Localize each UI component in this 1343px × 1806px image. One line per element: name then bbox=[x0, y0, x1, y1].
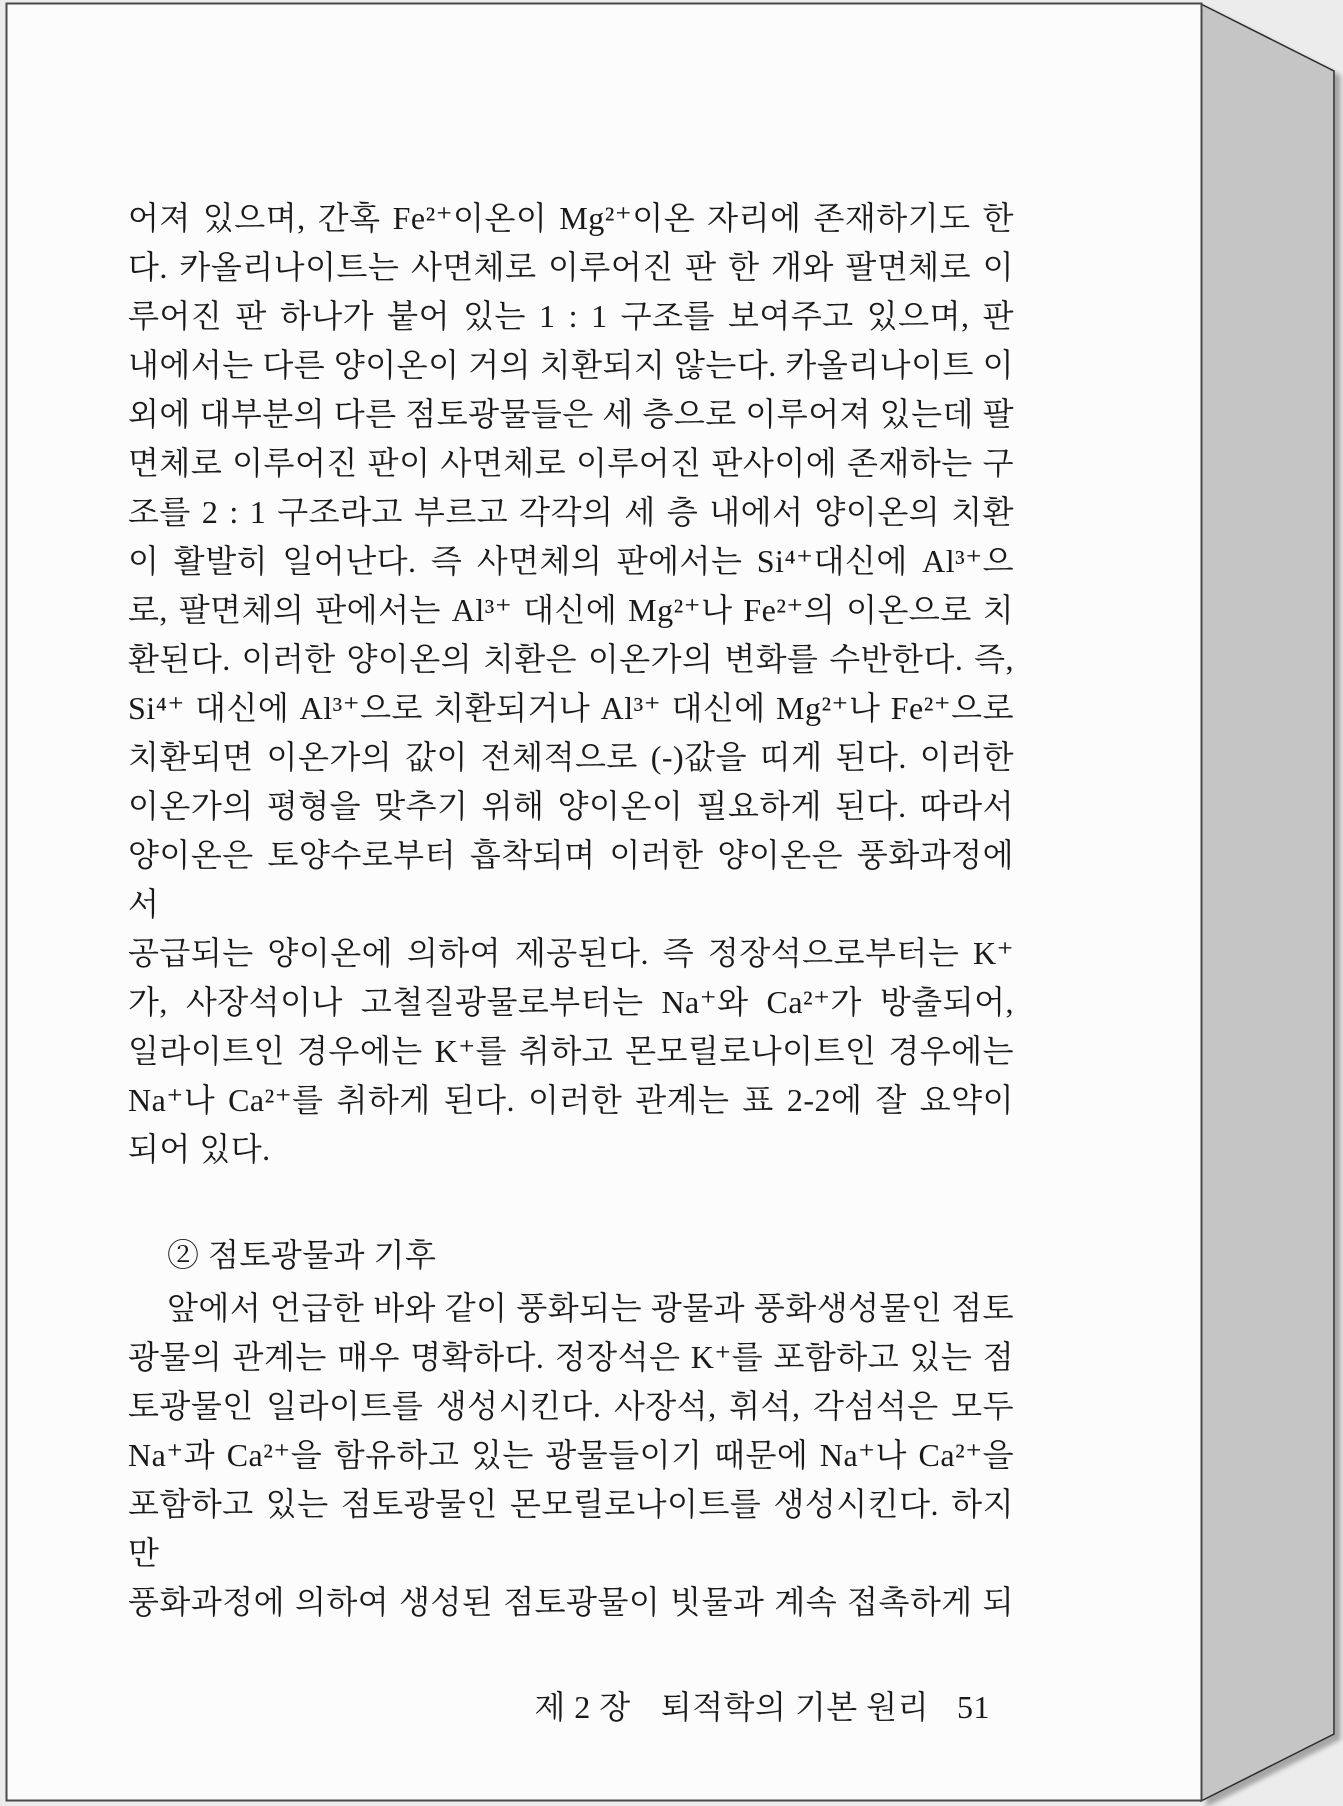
text-line: 토광물인 일라이트를 생성시킨다. 사장석, 휘석, 각섬석은 모두 bbox=[128, 1388, 1014, 1424]
chapter-label: 제 2 장 bbox=[534, 1689, 631, 1725]
section-heading: ② 점토광물과 기후 bbox=[167, 1237, 437, 1273]
text-line: Na⁺나 Ca²⁺를 취하게 된다. 이러한 관계는 표 2-2에 잘 요약이 bbox=[128, 1082, 1014, 1118]
page-footer bbox=[128, 1683, 1014, 1732]
text-line: 광물의 관계는 매우 명확하다. 정장석은 K⁺를 포함하고 있는 점 bbox=[128, 1339, 1014, 1375]
body-text bbox=[128, 194, 1014, 1732]
text-line: 루어진 판 하나가 붙어 있는 1 : 1 구조를 보여주고 있으며, 판 bbox=[128, 298, 1014, 334]
text-line: 공급되는 양이온에 의하여 제공된다. 즉 정장석으로부터는 K⁺ bbox=[128, 935, 1014, 971]
text-line: 로, 팔면체의 판에서는 Al³⁺ 대신에 Mg²⁺나 Fe²⁺의 이온으로 치 bbox=[128, 592, 1014, 628]
text-line: 치환되면 이온가의 값이 전체적으로 (-)값을 띠게 된다. 이러한 bbox=[128, 739, 1014, 775]
text-line: 포함하고 있는 점토광물인 몬모릴로나이트를 생성시킨다. 하지만 bbox=[128, 1486, 1014, 1571]
text-line: 이 활발히 일어난다. 즉 사면체의 판에서는 Si⁴⁺대신에 Al³⁺으 bbox=[128, 543, 1014, 579]
text-line: 면체로 이루어진 판이 사면체로 이루어진 판사이에 존재하는 구 bbox=[128, 445, 1014, 481]
text-line: 양이온은 토양수로부터 흡착되며 이러한 양이온은 풍화과정에서 bbox=[128, 837, 1014, 922]
text-line: Si⁴⁺ 대신에 Al³⁺으로 치환되거나 Al³⁺ 대신에 Mg²⁺나 Fe²⁺으로 bbox=[128, 690, 1014, 726]
text-line: 환된다. 이러한 양이온의 치환은 이온가의 변화를 수반한다. 즉, bbox=[128, 641, 1014, 677]
text-line: 외에 대부분의 다른 점토광물들은 세 층으로 이루어져 있는데 팔 bbox=[128, 396, 1014, 432]
paragraph-2 bbox=[128, 1284, 1014, 1627]
text-line: 되어 있다. bbox=[128, 1131, 271, 1167]
footer-title: 퇴적학의 기본 원리 bbox=[660, 1689, 929, 1725]
text-line: 가, 사장석이나 고철질광물로부터는 Na⁺와 Ca²⁺가 방출되어, bbox=[128, 984, 1014, 1020]
text-line: Na⁺과 Ca²⁺을 함유하고 있는 광물들이기 때문에 Na⁺나 Ca²⁺을 bbox=[128, 1437, 1014, 1473]
text-line: 이온가의 평형을 맞추기 위해 양이온이 필요하게 된다. 따라서 bbox=[128, 788, 1014, 824]
text-line: 일라이트인 경우에는 K⁺를 취하고 몬모릴로나이트인 경우에는 bbox=[128, 1033, 1014, 1069]
text-line: 조를 2 : 1 구조라고 부르고 각각의 세 층 내에서 양이온의 치환 bbox=[128, 494, 1014, 530]
page-edge-side bbox=[1201, 4, 1334, 1801]
page-number: 51 bbox=[957, 1689, 990, 1725]
text-line: 풍화과정에 의하여 생성된 점토광물이 빗물과 계속 접촉하게 되 bbox=[128, 1584, 1014, 1620]
paragraph-1 bbox=[128, 194, 1014, 1174]
text-line: 다. 카올리나이트는 사면체로 이루어진 판 한 개와 팔면체로 이 bbox=[128, 249, 1014, 285]
text-line: 내에서는 다른 양이온이 거의 치환되지 않는다. 카올리나이트 이 bbox=[128, 347, 1014, 383]
text-line: 앞에서 언급한 바와 같이 풍화되는 광물과 풍화생성물인 점토 bbox=[167, 1290, 1014, 1326]
text-line: 어져 있으며, 간혹 Fe²⁺이온이 Mg²⁺이온 자리에 존재하기도 한 bbox=[128, 200, 1014, 236]
